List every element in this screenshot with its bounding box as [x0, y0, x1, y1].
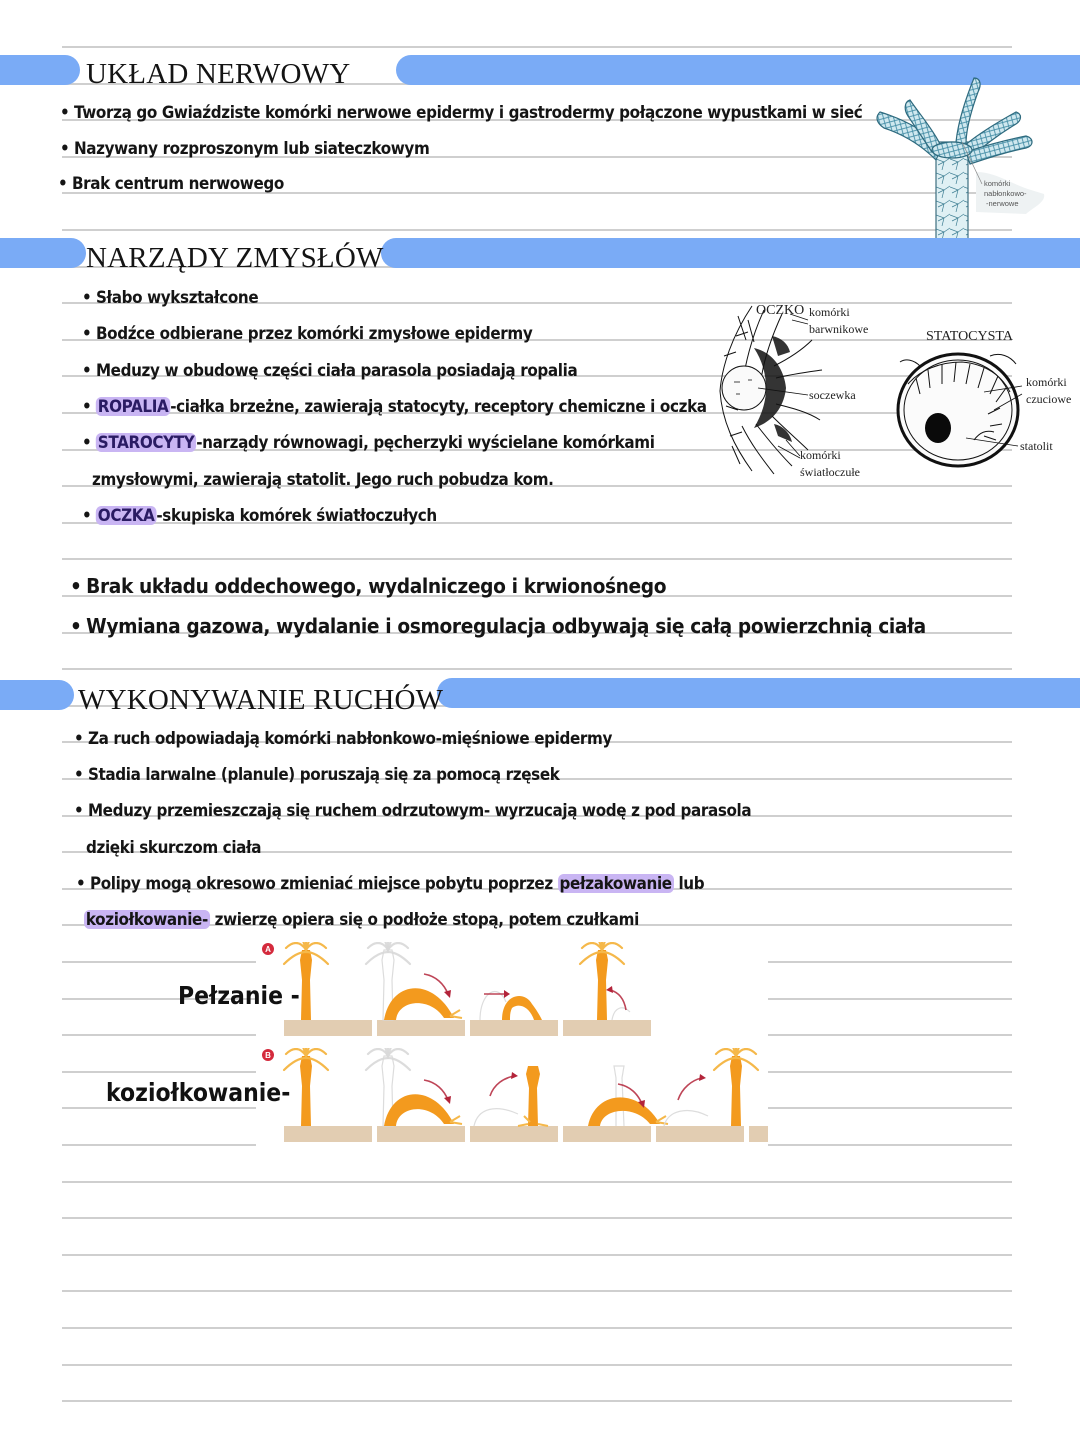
section-heading-nervous-system: UKŁAD NERWOWY: [86, 58, 351, 90]
bullet-movement-2: • Stadia larwalne (planule) poruszają się za pomocą rzęsek: [74, 765, 560, 784]
bullet-senses-ropalia: • ROPALIA -ciałka brzeżne, zawierają statocyty, receptory chemiczne i oczka: [82, 397, 707, 416]
bullet-dot: •: [76, 874, 86, 893]
bullet-senses-statocysts-continuation: zmysłowymi, zawierają statolit. Jego ruch pobudza kom.: [92, 470, 554, 489]
bullet-senses-2: • Bodźce odbierane przez komórki zmysłowe epidermy: [82, 324, 533, 343]
ghost-outline: [612, 1008, 630, 1020]
bullet-movement-4-continuation: koziołkowanie- zwierzę opiera się o podłoże stopą, potem czułkami: [85, 910, 639, 929]
header-bar-left: [0, 680, 74, 710]
hydra-body: [596, 950, 608, 1020]
ghost-outline: [664, 1111, 708, 1126]
header-bar-left: [0, 55, 80, 85]
section-heading-movement: WYKONYWANIE RUCHÓW: [78, 684, 444, 716]
motion-arrow: [678, 1078, 702, 1100]
bullet-general-2: • Wymiana gazowa, wydalanie i osmoregulacja odbywają się całą powierzchnią ciała: [70, 614, 926, 638]
hydra-bent-body: [384, 988, 454, 1020]
bullet-dot: •: [82, 324, 92, 343]
hydra-label-line-2: nabłonkowo-: [984, 189, 1027, 198]
arrow-head: [444, 1096, 451, 1104]
hydra-label-line-1: komórki: [984, 179, 1011, 188]
substrate-block: [656, 1126, 744, 1142]
hydra-inverted-body: [526, 1066, 540, 1126]
bullet-senses-statocysts: • STAROCYTY -narządy równowagi, pęcherzyki wyścielane komórkami: [82, 433, 655, 452]
highlighted-term-somersaulting: koziołkowanie-: [85, 910, 208, 929]
ghost-outline: [474, 1109, 518, 1126]
motion-arrow: [610, 990, 626, 1010]
bullet-dot: •: [60, 139, 70, 158]
highlighted-term-ropalia: ROPALIA: [97, 397, 169, 416]
bullet-dot: •: [82, 361, 92, 380]
section-heading-sense-organs: NARZĄDY ZMYSŁÓW: [86, 242, 384, 274]
label-statolith: statolit: [1020, 439, 1053, 453]
bullet-nervous-2: • Nazywany rozproszonym lub siateczkowym: [60, 139, 430, 158]
ruled-line: [62, 1327, 1012, 1329]
arrow-head: [444, 990, 451, 998]
bullet-movement-1: • Za ruch odpowiadają komórki nabłonkowo-mięśniowe epidermy: [74, 729, 612, 748]
tentacle: [366, 1058, 388, 1070]
substrate-block: [470, 1126, 558, 1142]
bullet-dot: •: [82, 288, 92, 307]
bullet-movement-3: • Meduzy przemieszczają się ruchem odrzutowym- wyrzucają wodę z pod parasola: [74, 801, 752, 820]
hydra-body: [300, 950, 312, 1020]
arrow-head: [699, 1074, 706, 1081]
substrate-block: [563, 1126, 651, 1142]
ghost-outline: [614, 1066, 624, 1126]
ruled-line: [62, 668, 1012, 670]
highlighted-term-statocysts: STAROCYTY: [97, 433, 195, 452]
ruled-line: [62, 1364, 1012, 1366]
motion-arrow: [490, 1076, 514, 1096]
bullet-senses-1: • Słabo wykształcone: [82, 288, 259, 307]
ruled-line: [62, 1290, 1012, 1292]
tentacle: [388, 952, 410, 964]
crawling-sequence-figure: [258, 942, 658, 1042]
eyespot-title: OCZKO: [756, 303, 805, 318]
ruled-line: [62, 558, 1012, 560]
bullet-movement-4: • Polipy mogą okresowo zmieniać miejsce pobytu poprzez pełzakowanie lub: [76, 874, 705, 893]
bullet-dot: •: [74, 729, 84, 748]
bullet-nervous-3: • Brak centrum nerwowego: [58, 174, 284, 193]
label-lens: soczewka: [809, 388, 856, 402]
bullet-dot: •: [74, 765, 84, 784]
statocyst-diagram: [890, 322, 1080, 472]
header-bar-left: [0, 238, 86, 268]
tentacle: [388, 1058, 410, 1070]
arrow-head: [511, 1072, 518, 1079]
statocyst-title: STATOCYSTA: [926, 329, 1013, 344]
tentacle: [450, 1116, 462, 1124]
hydra-body: [730, 1056, 742, 1126]
hydra-bent-body: [384, 1094, 454, 1126]
label-crawling: Pełzanie -: [178, 981, 300, 1010]
bullet-dot: •: [58, 174, 68, 193]
bullet-movement-3-continuation: dzięki skurczom ciała: [86, 838, 262, 857]
label-photoreceptor-cells-1: komórki: [800, 448, 841, 462]
step-badge-letter: A: [265, 945, 271, 954]
bullet-dot: •: [70, 574, 82, 598]
header-bar-right: [381, 238, 1080, 268]
ghost-outline: [480, 992, 506, 1020]
bullet-general-1: • Brak układu oddechowego, wydalniczego i krwionośnego: [70, 574, 667, 598]
substrate-block: [284, 1126, 372, 1142]
ruled-line: [62, 1254, 1012, 1256]
arrow-head: [504, 990, 510, 998]
highlighted-term-eyespots: OCZKA: [97, 506, 155, 525]
bullet-dot: •: [60, 103, 70, 122]
hydra-label-line-3: -nerwowe: [986, 199, 1019, 208]
bullet-dot: •: [82, 506, 92, 525]
substrate-block: [749, 1126, 768, 1142]
tentacle: [366, 952, 388, 964]
substrate-block: [377, 1126, 465, 1142]
bullet-dot: •: [82, 433, 92, 452]
highlighted-term-crawling: pełzakowanie: [559, 874, 672, 893]
label-photoreceptor-cells-2: światłoczułe: [800, 465, 860, 479]
ruled-line: [62, 46, 1012, 48]
ruled-line: [62, 1217, 1012, 1219]
bullet-dot: •: [74, 801, 84, 820]
substrate-block: [470, 1020, 558, 1036]
label-pigment-cells-2: barwnikowe: [809, 322, 869, 336]
label-sensory-cells-2: czuciowe: [1026, 392, 1072, 406]
label-pigment-cells-1: komórki: [809, 305, 850, 319]
substrate-block: [284, 1020, 372, 1036]
header-bar-right: [437, 678, 1080, 708]
bullet-dot: •: [70, 614, 82, 638]
step-badge-letter: B: [265, 1051, 271, 1060]
tentacle: [450, 1010, 462, 1018]
bullet-senses-eyespots: • OCZKA -skupiska komórek światłoczułych: [82, 506, 437, 525]
ruled-line: [62, 1181, 1012, 1183]
hydra-body: [300, 1056, 312, 1126]
label-somersaulting: koziołkowanie-: [106, 1078, 291, 1107]
ruled-line: [62, 1400, 1012, 1402]
substrate-block: [563, 1020, 651, 1036]
hydra-bent-body: [502, 996, 542, 1020]
bullet-dot: •: [82, 397, 92, 416]
somersault-sequence-figure: [258, 1048, 768, 1148]
hydra-nerve-net-illustration: [866, 72, 1056, 244]
label-sensory-cells-1: komórki: [1026, 375, 1067, 389]
bullet-nervous-1: • Tworzą go Gwiaździste komórki nerwowe epidermy i gastrodermy połączone wypustkami w sieć: [60, 103, 863, 122]
arrow-head: [606, 986, 613, 993]
substrate-block: [377, 1020, 465, 1036]
bullet-senses-3: • Meduzy w obudowę części ciała parasola posiadają ropalia: [82, 361, 578, 380]
eyespot-diagram: [712, 296, 892, 486]
